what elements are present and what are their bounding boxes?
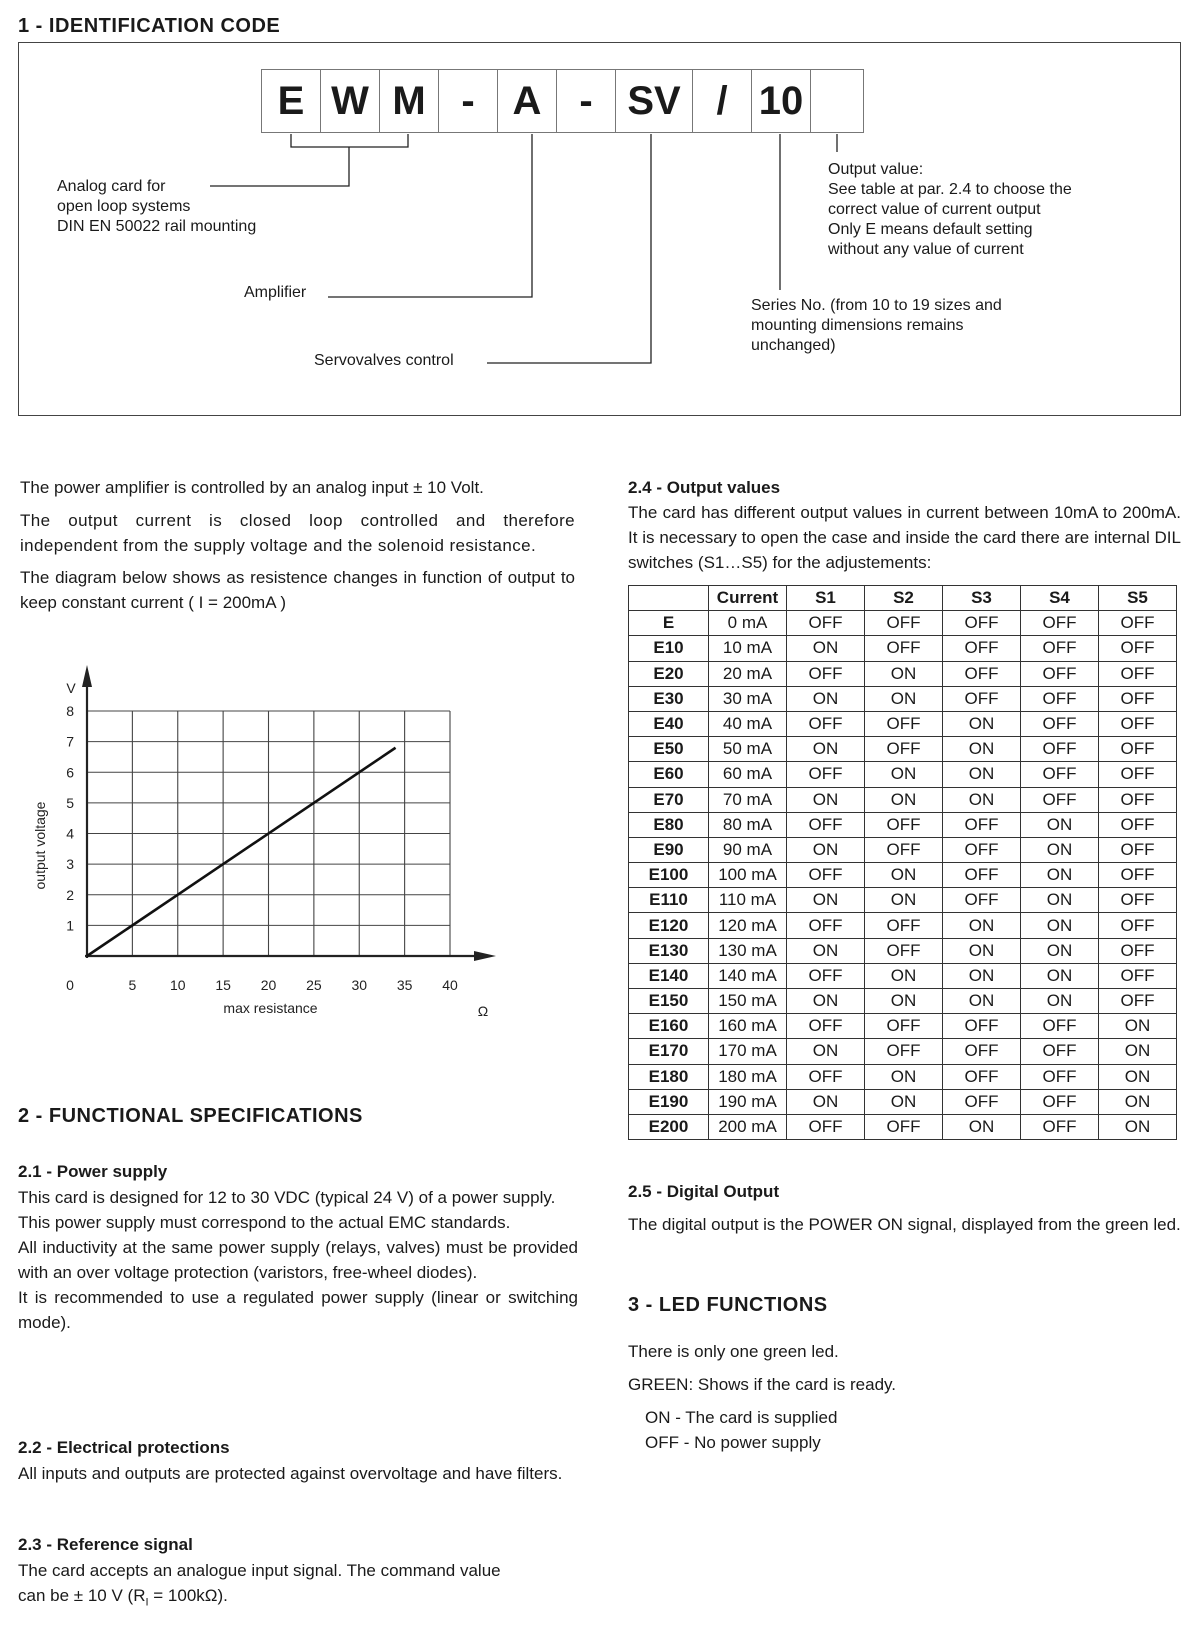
table-header: S2 bbox=[865, 586, 943, 611]
table-row bbox=[629, 837, 1177, 862]
table-cell-code: E170 bbox=[629, 1039, 709, 1064]
table-cell: ON bbox=[943, 787, 1021, 812]
table-cell-code: E150 bbox=[629, 989, 709, 1014]
table-cell: ON bbox=[943, 963, 1021, 988]
intro-paragraph-2: The output current is closed loop controlled and therefore independent from the supply voltage and the solenoid resistance. bbox=[20, 511, 575, 555]
table-cell: 200 mA bbox=[709, 1114, 787, 1139]
table-header: S1 bbox=[787, 586, 865, 611]
table-cell: OFF bbox=[1021, 1039, 1099, 1064]
output-values-table bbox=[628, 585, 1177, 1140]
table-cell-code: E140 bbox=[629, 963, 709, 988]
led-line-2: GREEN: Shows if the card is ready. bbox=[628, 1375, 897, 1394]
code-cell: M bbox=[379, 69, 439, 133]
code-cell: / bbox=[692, 69, 752, 133]
table-cell: ON bbox=[1099, 1064, 1177, 1089]
table-cell: ON bbox=[943, 737, 1021, 762]
table-cell-code: E bbox=[629, 611, 709, 636]
table-cell: ON bbox=[787, 737, 865, 762]
section-2-1-title: 2.1 - Power supply bbox=[18, 1162, 168, 1181]
table-cell: OFF bbox=[787, 913, 865, 938]
table-cell: ON bbox=[787, 787, 865, 812]
section-3-title: 3 - LED FUNCTIONS bbox=[628, 1294, 828, 1316]
table-cell-code: E50 bbox=[629, 737, 709, 762]
code-cell: SV bbox=[615, 69, 693, 133]
table-cell: OFF bbox=[1099, 837, 1177, 862]
table-cell: OFF bbox=[1099, 636, 1177, 661]
y-axis-label: output voltage bbox=[32, 801, 48, 890]
y-tick-label: 1 bbox=[66, 917, 74, 934]
table-cell: ON bbox=[1021, 989, 1099, 1014]
table-cell: ON bbox=[1021, 938, 1099, 963]
table-cell: ON bbox=[787, 686, 865, 711]
table-cell: OFF bbox=[865, 837, 943, 862]
table-cell: OFF bbox=[1099, 762, 1177, 787]
table-cell-code: E130 bbox=[629, 938, 709, 963]
output-value-annotation: Output value: See table at par. 2.4 to choose the correct value of current output Only E means default setting without any value of current bbox=[828, 161, 1072, 258]
table-cell: ON bbox=[1021, 913, 1099, 938]
section-2-5-title: 2.5 - Digital Output bbox=[628, 1182, 780, 1201]
table-cell: 140 mA bbox=[709, 963, 787, 988]
table-cell: OFF bbox=[1099, 913, 1177, 938]
table-cell: OFF bbox=[787, 762, 865, 787]
table-row bbox=[629, 1014, 1177, 1039]
x-tick-label: 15 bbox=[215, 977, 231, 993]
table-cell: OFF bbox=[943, 1014, 1021, 1039]
table-cell-code: E180 bbox=[629, 1064, 709, 1089]
table-cell: ON bbox=[1021, 863, 1099, 888]
table-row bbox=[629, 1064, 1177, 1089]
table-cell: 150 mA bbox=[709, 989, 787, 1014]
code-cell: 10 bbox=[751, 69, 811, 133]
y-tick-label: 3 bbox=[66, 856, 74, 873]
table-cell: OFF bbox=[943, 1089, 1021, 1114]
y-axis-arrow bbox=[82, 665, 92, 687]
series-number-annotation: Series No. (from 10 to 19 sizes and mounting dimensions remains unchanged) bbox=[751, 297, 1002, 354]
table-cell: 80 mA bbox=[709, 812, 787, 837]
table-cell: ON bbox=[787, 938, 865, 963]
section-2-title: 2 - FUNCTIONAL SPECIFICATIONS bbox=[18, 1105, 363, 1127]
table-cell: ON bbox=[865, 762, 943, 787]
table-cell: OFF bbox=[1099, 989, 1177, 1014]
table-cell: OFF bbox=[865, 913, 943, 938]
table-cell: ON bbox=[1021, 888, 1099, 913]
table-cell: OFF bbox=[1021, 636, 1099, 661]
x-tick-label: 25 bbox=[306, 977, 322, 993]
chart-ticks bbox=[66, 703, 458, 993]
led-on-line: ON - The card is supplied bbox=[645, 1408, 838, 1427]
code-cell: - bbox=[438, 69, 498, 133]
table-cell: OFF bbox=[1099, 737, 1177, 762]
table-cell: ON bbox=[943, 762, 1021, 787]
table-cell: ON bbox=[1099, 1039, 1177, 1064]
x-tick-label: 0 bbox=[66, 977, 74, 993]
x-tick-label: 20 bbox=[260, 977, 277, 993]
table-cell: OFF bbox=[1021, 1064, 1099, 1089]
table-cell: 20 mA bbox=[709, 661, 787, 686]
table-cell: 0 mA bbox=[709, 611, 787, 636]
table-cell: OFF bbox=[1021, 787, 1099, 812]
table-cell: 170 mA bbox=[709, 1039, 787, 1064]
table-cell: ON bbox=[943, 938, 1021, 963]
table-cell: OFF bbox=[943, 812, 1021, 837]
table-cell: ON bbox=[865, 686, 943, 711]
y-tick-label: 7 bbox=[66, 733, 74, 750]
amplifier-annotation: Amplifier bbox=[244, 284, 307, 301]
table-cell: ON bbox=[787, 837, 865, 862]
x-axis-unit: Ω bbox=[477, 1003, 489, 1019]
chart-series bbox=[87, 748, 396, 956]
table-cell-code: E30 bbox=[629, 686, 709, 711]
table-cell: 30 mA bbox=[709, 686, 787, 711]
table-cell-code: E110 bbox=[629, 888, 709, 913]
x-tick-label: 40 bbox=[442, 977, 458, 993]
table-cell: ON bbox=[865, 989, 943, 1014]
table-cell: OFF bbox=[865, 1014, 943, 1039]
table-cell: ON bbox=[787, 1089, 865, 1114]
table-cell: 60 mA bbox=[709, 762, 787, 787]
table-row bbox=[629, 913, 1177, 938]
table-row bbox=[629, 863, 1177, 888]
table-cell: ON bbox=[1021, 812, 1099, 837]
table-cell: ON bbox=[1021, 963, 1099, 988]
table-cell: OFF bbox=[787, 661, 865, 686]
table-header-row bbox=[629, 586, 1177, 611]
table-cell: OFF bbox=[1099, 711, 1177, 736]
table-cell: ON bbox=[1099, 1114, 1177, 1139]
table-cell-code: E40 bbox=[629, 711, 709, 736]
table-cell: OFF bbox=[943, 611, 1021, 636]
x-tick-label: 35 bbox=[396, 977, 413, 993]
table-cell: OFF bbox=[1021, 661, 1099, 686]
code-cell: W bbox=[320, 69, 380, 133]
table-cell: OFF bbox=[1099, 812, 1177, 837]
resistance-voltage-chart bbox=[0, 650, 520, 1020]
table-cell: OFF bbox=[865, 1114, 943, 1139]
table-cell: OFF bbox=[865, 711, 943, 736]
table-cell-code: E100 bbox=[629, 863, 709, 888]
x-axis-arrow bbox=[474, 951, 496, 961]
table-cell: OFF bbox=[943, 661, 1021, 686]
table-row bbox=[629, 963, 1177, 988]
x-axis-label: max resistance bbox=[223, 1000, 318, 1016]
section-2-1-text: This card is designed for 12 to 30 VDC (typical 24 V) of a power supply. This power supply must correspond to the actual EMC standards. All inductivity at the same power supply (relays, valves) must be provided with an over voltage protection (varistors, free-wheel diodes). It is recommended to use a regulated power supply (linear or switching mode). bbox=[18, 1188, 578, 1332]
y-tick-label: 4 bbox=[66, 825, 74, 842]
section-2-5-text: The digital output is the POWER ON signal, displayed from the green led. bbox=[628, 1215, 1181, 1234]
table-cell: OFF bbox=[865, 812, 943, 837]
table-cell: OFF bbox=[1099, 963, 1177, 988]
table-cell: OFF bbox=[787, 963, 865, 988]
section-2-4-text: The card has different output values in current between 10mA to 200mA. It is necessary to open the case and inside the card there are internal DIL switches (S1…S5) for the adjustements: bbox=[628, 503, 1181, 572]
table-cell: OFF bbox=[1099, 686, 1177, 711]
table-cell: 110 mA bbox=[709, 888, 787, 913]
table-cell: ON bbox=[1099, 1014, 1177, 1039]
table-cell: OFF bbox=[1021, 737, 1099, 762]
table-cell: OFF bbox=[1021, 1089, 1099, 1114]
table-cell: OFF bbox=[1099, 611, 1177, 636]
table-cell: OFF bbox=[943, 1039, 1021, 1064]
code-cell: E bbox=[261, 69, 321, 133]
led-off-line: OFF - No power supply bbox=[645, 1433, 821, 1452]
table-cell: OFF bbox=[787, 863, 865, 888]
table-cell-code: E160 bbox=[629, 1014, 709, 1039]
intro-paragraph-3: The diagram below shows as resistence changes in function of output to keep constant current ( I = 200mA ) bbox=[20, 568, 575, 612]
table-cell: OFF bbox=[787, 611, 865, 636]
table-header: S3 bbox=[943, 586, 1021, 611]
table-cell: 10 mA bbox=[709, 636, 787, 661]
table-cell: 180 mA bbox=[709, 1064, 787, 1089]
section-2-2-text: All inputs and outputs are protected against overvoltage and have filters. bbox=[18, 1464, 563, 1483]
section-1-title: 1 - IDENTIFICATION CODE bbox=[18, 15, 281, 37]
table-cell: OFF bbox=[1021, 762, 1099, 787]
intro-paragraph-1: The power amplifier is controlled by an analog input ± 10 Volt. bbox=[20, 478, 484, 497]
table-cell: OFF bbox=[865, 1039, 943, 1064]
table-row bbox=[629, 686, 1177, 711]
table-row bbox=[629, 1089, 1177, 1114]
table-row bbox=[629, 812, 1177, 837]
servovalves-annotation: Servovalves control bbox=[314, 352, 454, 369]
table-cell-code: E60 bbox=[629, 762, 709, 787]
table-cell-code: E200 bbox=[629, 1114, 709, 1139]
y-tick-label: 8 bbox=[66, 703, 74, 719]
table-cell: OFF bbox=[865, 636, 943, 661]
table-cell: OFF bbox=[943, 636, 1021, 661]
section-2-4-title: 2.4 - Output values bbox=[628, 478, 781, 497]
table-cell-code: E70 bbox=[629, 787, 709, 812]
table-cell-code: E20 bbox=[629, 661, 709, 686]
y-tick-label: 5 bbox=[66, 794, 74, 811]
table-row bbox=[629, 989, 1177, 1014]
table-row bbox=[629, 762, 1177, 787]
table-cell: OFF bbox=[865, 737, 943, 762]
series-line bbox=[87, 748, 396, 956]
table-cell: ON bbox=[1099, 1089, 1177, 1114]
table-row bbox=[629, 636, 1177, 661]
code-cell: - bbox=[556, 69, 616, 133]
led-line-1: There is only one green led. bbox=[628, 1342, 839, 1361]
table-cell: OFF bbox=[1099, 938, 1177, 963]
table-cell: OFF bbox=[1099, 863, 1177, 888]
table-header bbox=[629, 586, 709, 611]
table-row bbox=[629, 711, 1177, 736]
table-cell: OFF bbox=[1021, 611, 1099, 636]
table-cell-code: E80 bbox=[629, 812, 709, 837]
table-cell: OFF bbox=[1099, 661, 1177, 686]
y-tick-label: 6 bbox=[66, 764, 74, 781]
table-row bbox=[629, 888, 1177, 913]
table-cell: 40 mA bbox=[709, 711, 787, 736]
table-cell: OFF bbox=[943, 686, 1021, 711]
table-header: S4 bbox=[1021, 586, 1099, 611]
table-cell-code: E90 bbox=[629, 837, 709, 862]
table-cell: 70 mA bbox=[709, 787, 787, 812]
table-cell: ON bbox=[865, 1089, 943, 1114]
table-cell: OFF bbox=[787, 1064, 865, 1089]
table-cell: OFF bbox=[787, 812, 865, 837]
table-cell: OFF bbox=[787, 1014, 865, 1039]
table-cell: OFF bbox=[943, 888, 1021, 913]
table-cell: OFF bbox=[1021, 711, 1099, 736]
table-cell: OFF bbox=[865, 938, 943, 963]
table-row bbox=[629, 661, 1177, 686]
table-cell: OFF bbox=[943, 837, 1021, 862]
table-cell: 120 mA bbox=[709, 913, 787, 938]
table-cell: ON bbox=[865, 888, 943, 913]
chart-labels bbox=[32, 680, 488, 1019]
table-cell: ON bbox=[865, 661, 943, 686]
table-cell: ON bbox=[943, 711, 1021, 736]
table-cell: 190 mA bbox=[709, 1089, 787, 1114]
table-cell: ON bbox=[943, 989, 1021, 1014]
table-row bbox=[629, 1114, 1177, 1139]
table-cell: OFF bbox=[865, 611, 943, 636]
table-cell: OFF bbox=[1021, 1014, 1099, 1039]
table-cell: ON bbox=[865, 863, 943, 888]
y-axis-unit: V bbox=[66, 680, 76, 696]
table-cell: OFF bbox=[1021, 686, 1099, 711]
table-row bbox=[629, 938, 1177, 963]
table-cell: OFF bbox=[943, 863, 1021, 888]
table-cell: 90 mA bbox=[709, 837, 787, 862]
table-row bbox=[629, 611, 1177, 636]
analog-card-annotation: Analog card for open loop systems DIN EN 50022 rail mounting bbox=[57, 178, 257, 235]
x-tick-label: 5 bbox=[128, 977, 137, 993]
table-cell: ON bbox=[787, 888, 865, 913]
table-cell: ON bbox=[865, 963, 943, 988]
table-cell: 50 mA bbox=[709, 737, 787, 762]
section-2-3-title: 2.3 - Reference signal bbox=[18, 1535, 193, 1554]
table-cell: ON bbox=[943, 1114, 1021, 1139]
table-cell: OFF bbox=[943, 1064, 1021, 1089]
table-cell: OFF bbox=[1099, 888, 1177, 913]
table-header: Current bbox=[709, 586, 787, 611]
section-2-2-title: 2.2 - Electrical protections bbox=[18, 1438, 230, 1457]
table-cell: OFF bbox=[1099, 787, 1177, 812]
table-cell: ON bbox=[1021, 837, 1099, 862]
table-cell: ON bbox=[865, 787, 943, 812]
table-cell-code: E190 bbox=[629, 1089, 709, 1114]
table-cell: ON bbox=[787, 989, 865, 1014]
x-tick-label: 10 bbox=[169, 977, 186, 993]
x-tick-label: 30 bbox=[351, 977, 368, 993]
table-row bbox=[629, 787, 1177, 812]
table-cell: ON bbox=[787, 1039, 865, 1064]
table-header: S5 bbox=[1099, 586, 1177, 611]
table-cell: ON bbox=[865, 1064, 943, 1089]
table-cell: 160 mA bbox=[709, 1014, 787, 1039]
table-cell-code: E10 bbox=[629, 636, 709, 661]
table-row bbox=[629, 737, 1177, 762]
table-cell: ON bbox=[787, 636, 865, 661]
table-cell-code: E120 bbox=[629, 913, 709, 938]
table-cell: OFF bbox=[787, 711, 865, 736]
table-cell: OFF bbox=[1021, 1114, 1099, 1139]
table-cell: 130 mA bbox=[709, 938, 787, 963]
code-cell: A bbox=[497, 69, 557, 133]
table-cell: ON bbox=[943, 913, 1021, 938]
table-cell: OFF bbox=[787, 1114, 865, 1139]
y-tick-label: 2 bbox=[66, 886, 74, 903]
section-2-3-text: The card accepts an analogue input signal. The command value can be ± 10 V $(R_I = 100k\Omega)$. bbox=[18, 1561, 501, 1609]
table-cell: 100 mA bbox=[709, 863, 787, 888]
table-row bbox=[629, 1039, 1177, 1064]
